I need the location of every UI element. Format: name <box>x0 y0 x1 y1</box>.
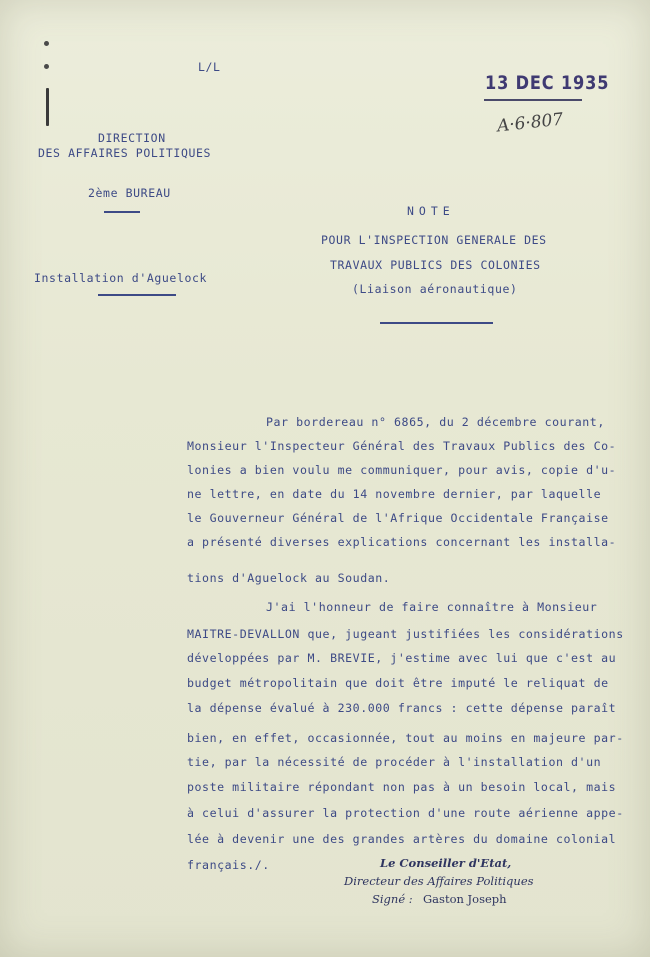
body-line: ne lettre, en date du 14 novembre dernier, par laquelle <box>187 487 602 501</box>
body-line: la dépense évalué à 230.000 francs : cette dépense paraît <box>187 701 617 715</box>
stamp-underline <box>484 99 582 101</box>
body-line: tie, par la nécessité de procéder à l'installation d'un <box>187 755 602 769</box>
handwritten-reference: A·6·807 <box>496 109 565 137</box>
body-line: a présenté diverses explications concernant les installa- <box>187 535 617 549</box>
body-line: à celui d'assurer la protection d'une route aérienne appe- <box>187 806 624 820</box>
department-line2: DES AFFAIRES POLITIQUES <box>38 146 212 160</box>
bureau-label: 2ème BUREAU <box>88 186 171 200</box>
ref-initials: L/L <box>198 60 221 74</box>
department-line1: DIRECTION <box>98 131 166 145</box>
body-line: français./. <box>187 858 270 872</box>
signatory-name: Gaston Joseph <box>423 892 507 906</box>
binder-mark <box>46 88 49 126</box>
punch-hole <box>44 41 49 46</box>
body-line: Monsieur l'Inspecteur Général des Travaux Publics des Co- <box>187 439 617 453</box>
subject-label: Installation d'Aguelock <box>34 271 208 285</box>
body-line: budget métropolitain que doit être imputé le reliquat de <box>187 676 609 690</box>
body-line: lée à devenir une des grandes artères du domaine colonial <box>187 832 617 846</box>
bureau-underline <box>104 211 140 213</box>
title-underline <box>380 322 493 324</box>
body-line: poste militaire répondant non pas à un besoin local, mais <box>187 780 617 794</box>
body-line: J'ai l'honneur de faire connaître à Monsieur <box>266 600 598 614</box>
note-subject-parenthetical: (Liaison aéronautique) <box>352 282 518 296</box>
body-line: développées par M. BREVIE, j'estime avec lui que c'est au <box>187 651 617 665</box>
signatory-role: Directeur des Affaires Politiques <box>344 874 534 888</box>
body-line: le Gouverneur Général de l'Afrique Occidentale Française <box>187 511 609 525</box>
subject-underline <box>98 294 176 296</box>
body-line: bien, en effet, occasionnée, tout au moins en majeure par- <box>187 731 624 745</box>
note-recipient-line2: TRAVAUX PUBLICS DES COLONIES <box>330 258 541 272</box>
body-line: lonies a bien voulu me communiquer, pour avis, copie d'u- <box>187 463 617 477</box>
note-title: NOTE <box>407 204 455 218</box>
date-stamp: 13 DEC 1935 <box>485 72 610 94</box>
note-recipient-line1: POUR L'INSPECTION GENERALE DES <box>321 233 547 247</box>
body-line: Par bordereau n° 6865, du 2 décembre courant, <box>266 415 605 429</box>
signed-label: Signé : <box>372 892 413 906</box>
body-line: tions d'Aguelock au Soudan. <box>187 571 391 585</box>
body-line: MAITRE-DEVALLON que, jugeant justifiées les considérations <box>187 627 624 641</box>
punch-hole <box>44 64 49 69</box>
signatory-title: Le Conseiller d'Etat, <box>380 856 512 870</box>
